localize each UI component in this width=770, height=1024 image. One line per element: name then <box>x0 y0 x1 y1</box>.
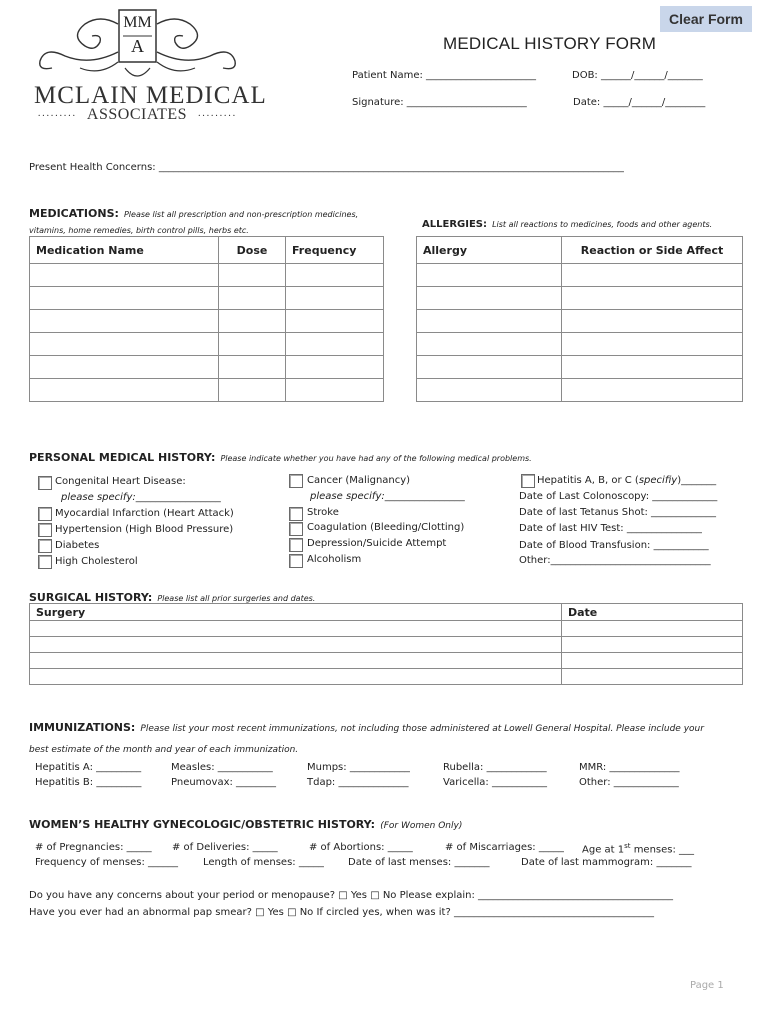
table-row[interactable] <box>30 333 384 356</box>
stroke-checkbox[interactable] <box>289 507 303 521</box>
table-row[interactable] <box>30 669 743 685</box>
cancer-specify-field[interactable]: please specify:________________ <box>310 491 465 502</box>
immunizations-note-1: Please list your most recent immunizations, not including those administered at Lowell General Hospital. Please include your <box>140 724 704 734</box>
period-concerns-question[interactable]: Do you have any concerns about your period or menopause? □ Yes □ No Please explain: _______________________________________ <box>29 890 674 901</box>
hepatitis-a-field[interactable]: Hepatitis A: _________ <box>35 762 142 773</box>
logo-sub: ASSOCIATES <box>86 106 188 123</box>
high-cholesterol-checkbox[interactable] <box>38 555 52 569</box>
other-history-field[interactable]: Other:________________________________ <box>519 555 711 566</box>
abortions-field[interactable]: # of Abortions: _____ <box>309 842 413 853</box>
hepatitis-label-post[interactable]: )_______ <box>677 475 717 486</box>
diabetes-label: Diabetes <box>55 540 100 551</box>
diabetes-checkbox[interactable] <box>38 539 52 553</box>
hypertension-label: Hypertension (High Blood Pressure) <box>55 524 234 535</box>
table-row[interactable] <box>30 287 384 310</box>
pneumovax-field[interactable]: Pneumovax: ________ <box>171 777 277 788</box>
depression-checkbox[interactable] <box>289 538 303 552</box>
mumps-field[interactable]: Mumps: ____________ <box>307 762 410 773</box>
myocardial-infarction-checkbox[interactable] <box>38 507 52 521</box>
form-title: MEDICAL HISTORY FORM <box>443 34 657 53</box>
varicella-field[interactable]: Varicella: ___________ <box>443 777 547 788</box>
pap-smear-question[interactable]: Have you ever had an abnormal pap smear? □ Yes □ No If circled yes, when was it? ________________________________________ <box>29 907 654 918</box>
table-row[interactable] <box>30 621 743 637</box>
tetanus-date-field[interactable]: Date of last Tetanus Shot: _____________ <box>519 507 717 518</box>
logo-dots-right: ········· <box>197 111 237 122</box>
personal-history-heading <box>29 446 532 465</box>
immunizations-title: IMMUNIZATIONS: <box>29 721 136 734</box>
depression-label: Depression/Suicide Attempt <box>307 538 447 549</box>
personal-history-note: Please indicate whether you have had any of the following medical problems. <box>220 454 532 463</box>
table-row[interactable] <box>30 356 384 379</box>
cancer-checkbox[interactable] <box>289 474 303 488</box>
medication-name-header: Medication Name <box>30 237 219 264</box>
menses-age-post: menses: ___ <box>630 844 695 856</box>
patient-name-field[interactable]: Patient Name: ______________________ <box>352 70 537 81</box>
alcoholism-label: Alcoholism <box>307 554 362 565</box>
tdap-field[interactable]: Tdap: ______________ <box>307 777 409 788</box>
pregnancies-field[interactable]: # of Pregnancies: _____ <box>35 842 152 853</box>
table-row[interactable] <box>417 333 743 356</box>
clear-form-button[interactable]: Clear Form <box>660 6 752 32</box>
table-row[interactable] <box>417 379 743 402</box>
menses-frequency-field[interactable]: Frequency of menses: ______ <box>35 857 179 868</box>
table-row[interactable] <box>417 356 743 379</box>
stroke-label: Stroke <box>307 507 339 518</box>
logo-name: MCLAIN MEDICAL <box>34 82 267 109</box>
coagulation-label: Coagulation (Bleeding/Clotting) <box>307 522 465 533</box>
medications-note-2: vitamins, home remedies, birth control pills, herbs etc. <box>29 226 249 235</box>
frequency-header: Frequency <box>286 237 384 264</box>
immunizations-note-2: best estimate of the month and year of each immunization. <box>29 745 299 755</box>
rubella-field[interactable]: Rubella: ____________ <box>443 762 547 773</box>
myocardial-infarction-label: Myocardial Infarction (Heart Attack) <box>55 508 234 519</box>
hepatitis-checkbox[interactable] <box>521 474 535 488</box>
congenital-heart-checkbox[interactable] <box>38 476 52 490</box>
medications-note-1: Please list all prescription and non-prescription medicines, <box>123 210 359 219</box>
high-cholesterol-label: High Cholesterol <box>55 556 138 567</box>
reaction-header: Reaction or Side Affect <box>562 237 743 264</box>
dose-header: Dose <box>219 237 286 264</box>
surgical-table <box>29 603 743 685</box>
table-row[interactable] <box>30 310 384 333</box>
congenital-specify-field[interactable]: please specify:_________________ <box>61 492 221 503</box>
coagulation-checkbox[interactable] <box>289 522 303 536</box>
mmr-field[interactable]: MMR: ______________ <box>579 762 680 773</box>
surgical-history-title: SURGICAL HISTORY: <box>29 591 153 604</box>
measles-field[interactable]: Measles: ___________ <box>171 762 273 773</box>
miscarriages-field[interactable]: # of Miscarriages: _____ <box>445 842 564 853</box>
page-number: Page 1 <box>690 980 724 991</box>
logo-subtitle <box>34 106 240 124</box>
allergies-note: List all reactions to medicines, foods and other agents. <box>492 220 713 229</box>
surgery-date-header: Date <box>562 604 743 621</box>
hepatitis-label <box>537 475 716 486</box>
signature-field[interactable]: Signature: ________________________ <box>352 97 527 108</box>
womens-history-heading <box>29 813 462 832</box>
date-field[interactable]: Date: _____/______/________ <box>573 97 706 108</box>
last-menses-field[interactable]: Date of last menses: _______ <box>348 857 490 868</box>
hiv-test-date-field[interactable]: Date of last HIV Test: _______________ <box>519 523 702 534</box>
deliveries-field[interactable]: # of Deliveries: _____ <box>172 842 278 853</box>
table-row[interactable] <box>30 653 743 669</box>
hypertension-checkbox[interactable] <box>38 523 52 537</box>
table-row[interactable] <box>30 264 384 287</box>
menses-length-field[interactable]: Length of menses: _____ <box>203 857 324 868</box>
present-health-concerns-field[interactable]: Present Health Concerns: _____________________________________________________________________________________________ <box>29 162 624 173</box>
allergies-heading <box>422 212 712 231</box>
logo-dots-left: ········· <box>37 111 77 122</box>
alcoholism-checkbox[interactable] <box>289 554 303 568</box>
surgical-history-note: Please list all prior surgeries and dates. <box>157 594 316 603</box>
last-mammogram-field[interactable]: Date of last mammogram: _______ <box>521 857 692 868</box>
hepatitis-b-field[interactable]: Hepatitis B: _________ <box>35 777 142 788</box>
blood-transfusion-date-field[interactable]: Date of Blood Transfusion: ___________ <box>519 540 709 551</box>
allergy-header: Allergy <box>417 237 562 264</box>
menses-age-pre: Age at 1 <box>582 844 625 856</box>
colonoscopy-date-field[interactable]: Date of Last Colonoscopy: _____________ <box>519 491 718 502</box>
table-row[interactable] <box>417 310 743 333</box>
menses-age-sup: st <box>624 842 631 850</box>
medications-table <box>29 236 384 402</box>
womens-history-note: (For Women Only) <box>380 821 463 831</box>
table-row[interactable] <box>417 264 743 287</box>
table-row[interactable] <box>417 287 743 310</box>
hepatitis-label-specify: specifiy <box>638 475 678 486</box>
menses-age-field[interactable] <box>582 842 694 855</box>
logo-monogram-bottom: A <box>131 36 144 56</box>
surgery-header: Surgery <box>30 604 562 621</box>
table-row[interactable] <box>30 379 384 402</box>
immunizations-heading <box>29 717 749 759</box>
medications-title: MEDICATIONS: <box>29 207 119 220</box>
other-immunization-field[interactable]: Other: _____________ <box>579 777 679 788</box>
hepatitis-label-pre: Hepatitis A, B, or C ( <box>537 475 639 486</box>
personal-history-title: PERSONAL MEDICAL HISTORY: <box>29 451 216 464</box>
table-row[interactable] <box>30 637 743 653</box>
medications-heading <box>29 205 358 237</box>
dob-field[interactable]: DOB: ______/______/_______ <box>572 70 703 81</box>
allergies-table <box>416 236 743 402</box>
congenital-heart-label: Congenital Heart Disease: <box>55 476 186 487</box>
allergies-title: ALLERGIES: <box>422 219 487 230</box>
womens-history-title: WOMEN’S HEALTHY GYNECOLOGIC/OBSTETRIC HISTORY: <box>29 818 376 831</box>
cancer-label: Cancer (Malignancy) <box>307 475 411 486</box>
logo-monogram-top: MM <box>123 14 152 31</box>
